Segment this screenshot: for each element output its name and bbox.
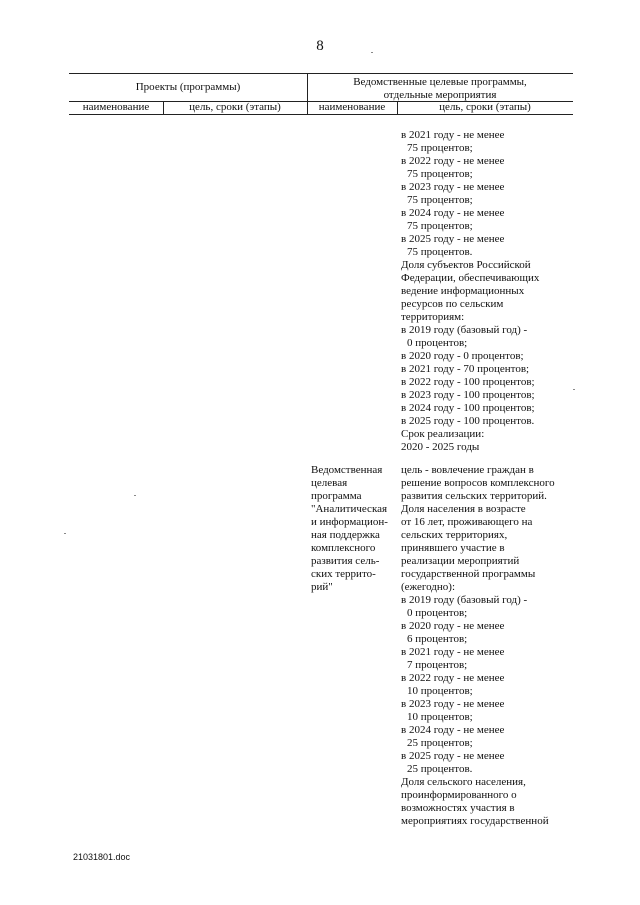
subheader-projects-goal: цель, сроки (этапы) xyxy=(189,101,281,113)
goal-line: реализации мероприятий xyxy=(401,555,520,567)
departmental-group-header-line2: отдельные мероприятия xyxy=(383,89,497,101)
goal-line: в 2022 году - 100 процентов; xyxy=(401,376,535,388)
goal-line: Доля сельского населения, xyxy=(401,776,526,788)
name-line: Ведомственная xyxy=(311,464,383,476)
goal-line: в 2019 году (базовый год) - xyxy=(401,594,528,606)
departmental-group-header xyxy=(307,76,573,102)
goal-line: мероприятиях государственной xyxy=(401,815,549,827)
goal-line: возможностях участия в xyxy=(401,802,515,814)
goal-line: Срок реализации: xyxy=(401,428,485,440)
goal-line: сельских территориях, xyxy=(401,529,508,541)
goal-line: 75 процентов; xyxy=(407,220,473,232)
goal-line: в 2021 году - не менее xyxy=(401,129,505,141)
subheader-projects-name: наименование xyxy=(82,101,150,113)
subheader-departmental-goal: цель, сроки (этапы) xyxy=(439,101,531,113)
table-top-rule xyxy=(69,73,573,74)
scan-speck xyxy=(64,533,66,534)
goal-line: в 2024 году - не менее xyxy=(401,207,505,219)
goal-line: Федерации, обеспечивающих xyxy=(401,272,540,284)
goal-line: в 2020 году - 0 процентов; xyxy=(401,350,524,362)
goal-line: в 2024 году - не менее xyxy=(401,724,505,736)
name-line: целевая xyxy=(311,477,348,489)
goal-line: территориям: xyxy=(401,311,465,323)
goal-line: 75 процентов. xyxy=(407,246,473,258)
goal-line: 25 процентов; xyxy=(407,737,473,749)
goal-line: Доля субъектов Российской xyxy=(401,259,531,271)
goal-line: 0 процентов; xyxy=(407,337,468,349)
departmental-group-header-line1: Ведомственные целевые программы, xyxy=(353,76,527,88)
goal-line: в 2022 году - не менее xyxy=(401,672,505,684)
goal-line: в 2023 году - не менее xyxy=(401,181,505,193)
block1-goal-text xyxy=(401,129,539,454)
name-line: и информацион- xyxy=(311,516,388,528)
goal-line: 10 процентов; xyxy=(407,685,473,697)
goal-line: ведение информационных xyxy=(401,285,525,297)
goal-line: 0 процентов; xyxy=(407,607,468,619)
name-line: ная поддержка xyxy=(311,529,380,541)
page-number: 8 xyxy=(316,38,324,54)
goal-line: 7 процентов; xyxy=(407,659,468,671)
name-line: программа xyxy=(311,490,362,502)
block2-goal-text xyxy=(401,464,555,828)
scan-speck xyxy=(573,389,575,390)
goal-line: решение вопросов комплексного xyxy=(401,477,555,489)
goal-line: от 16 лет, проживающего на xyxy=(401,516,533,528)
goal-line: цель - вовлечение граждан в xyxy=(401,464,534,476)
goal-line: 10 процентов; xyxy=(407,711,473,723)
name-line: развития сель- xyxy=(311,555,380,567)
goal-line: в 2021 году - 70 процентов; xyxy=(401,363,530,375)
goal-line: в 2025 году - не менее xyxy=(401,233,505,245)
goal-line: государственной программы xyxy=(401,568,536,580)
goal-line: 25 процентов. xyxy=(407,763,473,775)
name-line: рий" xyxy=(311,581,333,593)
goal-line: в 2023 году - не менее xyxy=(401,698,505,710)
block2-program-name xyxy=(311,464,388,594)
goal-line: проинформированного о xyxy=(401,789,517,801)
projects-group-header: Проекты (программы) xyxy=(135,81,241,93)
scan-speck xyxy=(371,52,373,53)
goal-line: (ежегодно): xyxy=(401,581,456,593)
goal-line: 6 процентов; xyxy=(407,633,468,645)
table-header-bottom-rule xyxy=(69,114,573,115)
goal-line: в 2025 году - 100 процентов. xyxy=(401,415,535,427)
goal-line: 75 процентов; xyxy=(407,142,473,154)
goal-line: в 2022 году - не менее xyxy=(401,155,505,167)
scan-speck xyxy=(134,495,136,496)
goal-line: в 2023 году - 100 процентов; xyxy=(401,389,535,401)
goal-line: ресурсов по сельским xyxy=(401,298,504,310)
goal-line: Доля населения в возрасте xyxy=(401,503,526,515)
subheader-departmental-name: наименование xyxy=(318,101,386,113)
goal-line: в 2021 году - не менее xyxy=(401,646,505,658)
goal-line: в 2024 году - 100 процентов; xyxy=(401,402,535,414)
goal-line: в 2019 году (базовый год) - xyxy=(401,324,528,336)
goal-line: принявшего участие в xyxy=(401,542,505,554)
name-line: ских террито- xyxy=(311,568,376,580)
goal-line: 75 процентов; xyxy=(407,168,473,180)
goal-line: 2020 - 2025 годы xyxy=(401,441,480,453)
goal-line: в 2020 году - не менее xyxy=(401,620,505,632)
document-filename: 21031801.doc xyxy=(73,852,131,862)
name-line: "Аналитическая xyxy=(311,503,388,515)
name-line: комплексного xyxy=(311,542,376,554)
goal-line: развития сельских территорий. xyxy=(401,490,547,502)
goal-line: в 2025 году - не менее xyxy=(401,750,505,762)
goal-line: 75 процентов; xyxy=(407,194,473,206)
